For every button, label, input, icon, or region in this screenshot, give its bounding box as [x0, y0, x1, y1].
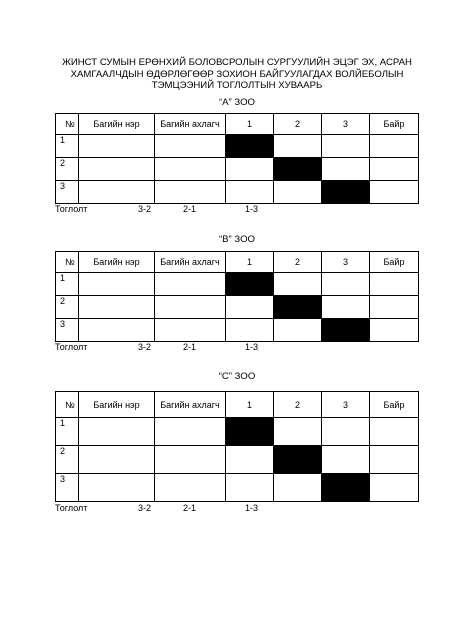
captain-cell [155, 319, 226, 342]
group-label-a: “А” ЗОО [218, 97, 256, 108]
blocked-cell [322, 319, 370, 342]
captain-cell [155, 181, 226, 204]
row-number: 1 [56, 418, 79, 446]
place-cell [370, 474, 419, 502]
place-cell [370, 158, 419, 181]
place-cell [370, 135, 419, 158]
schedule-table-c [55, 391, 419, 502]
row-number: 2 [56, 446, 79, 474]
match-3: 1-3 [245, 204, 259, 214]
col-header-place: Байр [370, 114, 419, 135]
table-header-row [56, 392, 419, 418]
row-number: 1 [56, 135, 79, 158]
table-row [56, 319, 419, 342]
captain-cell [155, 296, 226, 319]
team-name-cell [79, 296, 155, 319]
captain-cell [155, 418, 226, 446]
blocked-cell [322, 474, 370, 502]
col-header-number: № [56, 392, 79, 418]
table-row [56, 296, 419, 319]
col-header-1: 1 [226, 114, 274, 135]
score-cell [322, 158, 370, 181]
team-name-cell [79, 158, 155, 181]
team-name-cell [79, 446, 155, 474]
match-order-label: Тоглолт [55, 342, 88, 352]
blocked-cell [322, 181, 370, 204]
col-header-3: 3 [322, 252, 370, 273]
table-row [56, 474, 419, 502]
match-2: 2-1 [183, 503, 197, 513]
col-header-3: 3 [322, 392, 370, 418]
title-line: ТЭМЦЭЭНИЙ ТОГЛОЛТЫН ХУВААРЬ [151, 80, 323, 92]
place-cell [370, 418, 419, 446]
match-order-a [55, 204, 418, 216]
team-name-cell [79, 181, 155, 204]
captain-cell [155, 474, 226, 502]
match-1: 3-2 [138, 204, 152, 214]
place-cell [370, 296, 419, 319]
blocked-cell [274, 446, 322, 474]
col-header-place: Байр [370, 252, 419, 273]
blocked-cell [274, 296, 322, 319]
row-number: 3 [56, 319, 79, 342]
score-cell [274, 418, 322, 446]
score-cell [226, 446, 274, 474]
score-cell [274, 273, 322, 296]
title-line: ЖИНСТ СУМЫН ЕРӨНХИЙ БОЛОВСРОЛЫН СУРГУУЛИЙН ЭЦЭГ ЭХ, АСРАН [62, 57, 412, 68]
row-number: 3 [56, 181, 79, 204]
table-header-row [56, 252, 419, 273]
col-header-place: Байр [370, 392, 419, 418]
match-order-label: Тоглолт [55, 503, 88, 513]
blocked-cell [226, 135, 274, 158]
col-header-1: 1 [226, 252, 274, 273]
team-name-cell [79, 474, 155, 502]
group-label-c: “С” ЗОО [218, 371, 256, 382]
captain-cell [155, 273, 226, 296]
team-name-cell [79, 319, 155, 342]
row-number: 1 [56, 273, 79, 296]
table-row [56, 181, 419, 204]
col-header-3: 3 [322, 114, 370, 135]
match-1: 3-2 [138, 503, 152, 513]
team-name-cell [79, 418, 155, 446]
col-header-number: № [56, 114, 79, 135]
score-cell [274, 135, 322, 158]
place-cell [370, 319, 419, 342]
col-header-team-name: Багийн нэр [79, 114, 155, 135]
score-cell [322, 446, 370, 474]
blocked-cell [274, 158, 322, 181]
row-number: 2 [56, 296, 79, 319]
match-order-c [55, 503, 418, 515]
col-header-2: 2 [274, 252, 322, 273]
col-header-team-name: Багийн нэр [79, 252, 155, 273]
match-2: 2-1 [183, 342, 197, 352]
score-cell [274, 181, 322, 204]
score-cell [226, 181, 274, 204]
score-cell [322, 418, 370, 446]
table-row [56, 135, 419, 158]
schedule-table-a [55, 113, 419, 204]
blocked-cell [226, 418, 274, 446]
place-cell [370, 446, 419, 474]
team-name-cell [79, 135, 155, 158]
document-title [40, 57, 434, 92]
col-header-2: 2 [274, 392, 322, 418]
score-cell [226, 474, 274, 502]
score-cell [274, 474, 322, 502]
col-header-captain: Багийн ахлагч [155, 392, 226, 418]
captain-cell [155, 135, 226, 158]
col-header-number: № [56, 252, 79, 273]
match-3: 1-3 [245, 342, 259, 352]
table-row [56, 158, 419, 181]
score-cell [226, 319, 274, 342]
group-label-b: “В” ЗОО [218, 234, 256, 245]
score-cell [274, 319, 322, 342]
table-row [56, 446, 419, 474]
table-row [56, 418, 419, 446]
place-cell [370, 273, 419, 296]
match-3: 1-3 [245, 503, 259, 513]
table-header-row [56, 114, 419, 135]
col-header-1: 1 [226, 392, 274, 418]
match-order-b [55, 342, 418, 354]
score-cell [322, 296, 370, 319]
schedule-table-b [55, 251, 419, 342]
col-header-captain: Багийн ахлагч [155, 114, 226, 135]
captain-cell [155, 446, 226, 474]
captain-cell [155, 158, 226, 181]
score-cell [226, 158, 274, 181]
table-row [56, 273, 419, 296]
col-header-captain: Багийн ахлагч [155, 252, 226, 273]
score-cell [322, 273, 370, 296]
match-1: 3-2 [138, 342, 152, 352]
col-header-2: 2 [274, 114, 322, 135]
score-cell [226, 296, 274, 319]
row-number: 3 [56, 474, 79, 502]
place-cell [370, 181, 419, 204]
col-header-team-name: Багийн нэр [79, 392, 155, 418]
score-cell [322, 135, 370, 158]
team-name-cell [79, 273, 155, 296]
match-order-label: Тоглолт [55, 204, 88, 214]
blocked-cell [226, 273, 274, 296]
match-2: 2-1 [183, 204, 197, 214]
title-line: ХАМГААЛЧДЫН ӨДӨРЛӨГӨӨР ЗОХИОН БАЙГУУЛАГДАХ ВОЛЙЕБОЛЫН [70, 68, 404, 80]
row-number: 2 [56, 158, 79, 181]
